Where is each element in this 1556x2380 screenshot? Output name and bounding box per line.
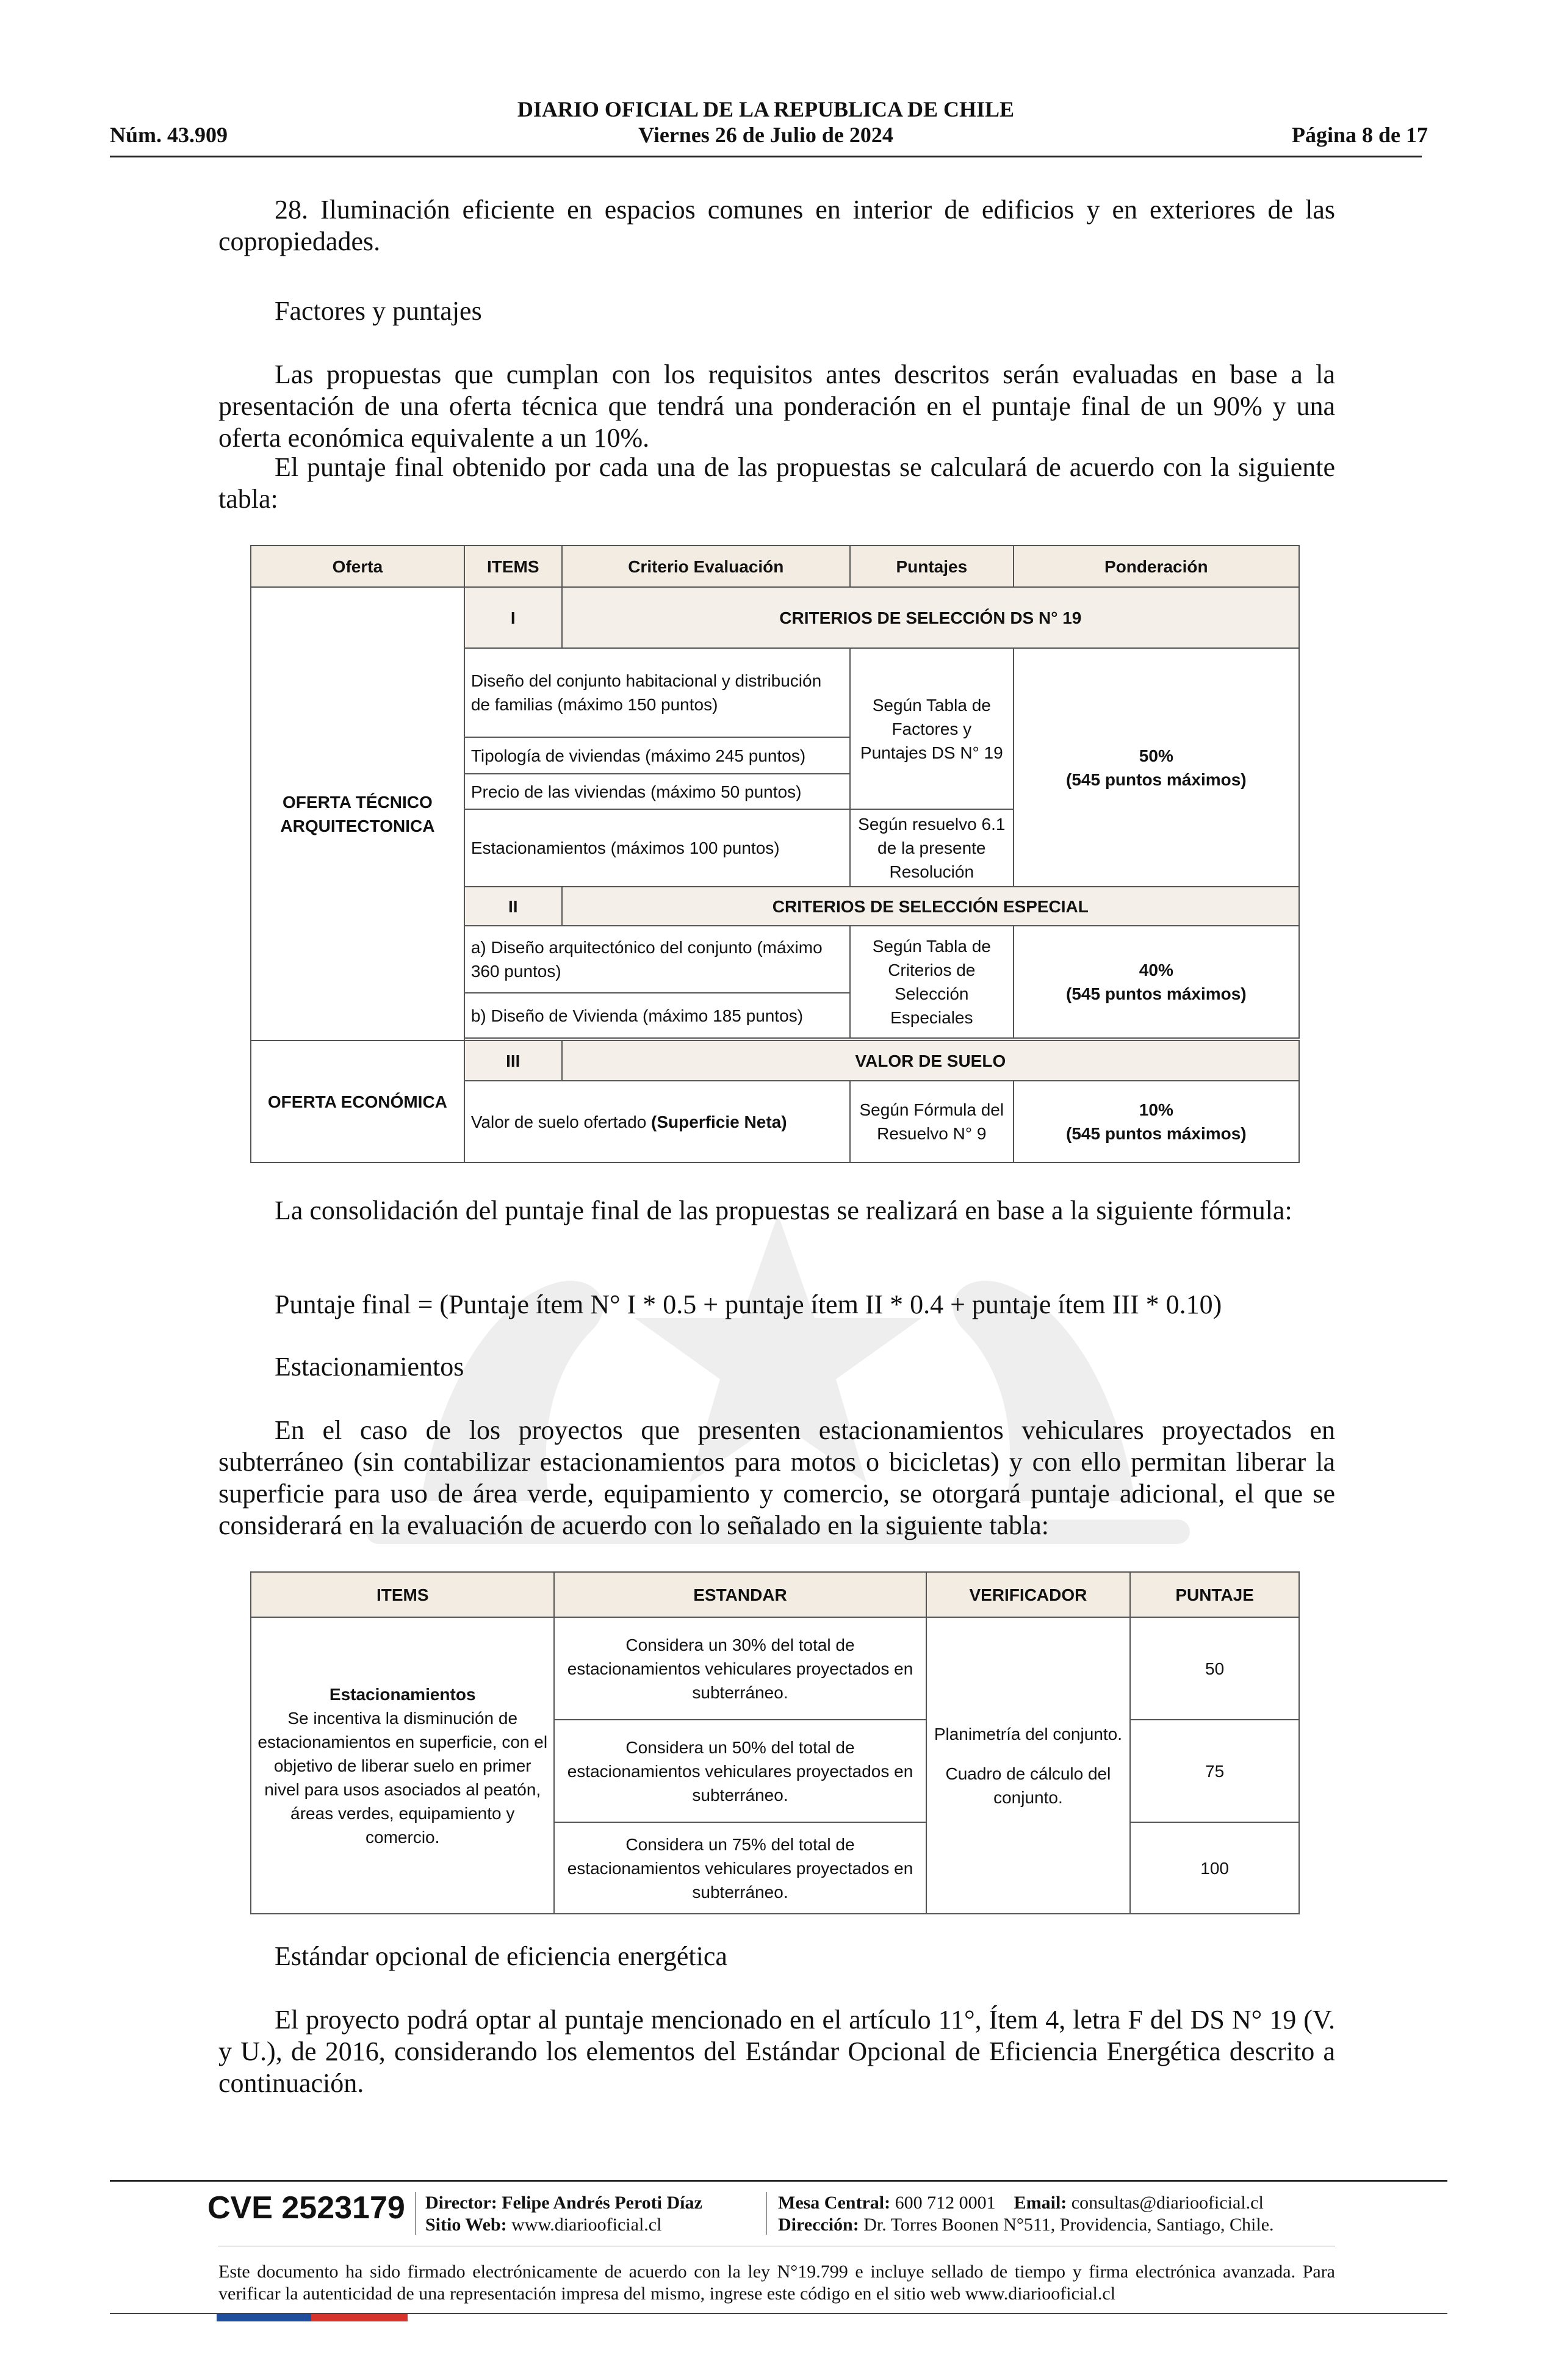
- weight-section-3-percent: 10%: [1139, 1100, 1173, 1119]
- phone-label: Mesa Central:: [778, 2193, 891, 2213]
- standard-75: Considera un 75% del total de estacionamientos vehiculares proyectados en subterráneo.: [554, 1822, 926, 1914]
- factors-heading: Factores y puntajes: [275, 296, 482, 326]
- email-link[interactable]: consultas@diariooficial.cl: [1071, 2193, 1264, 2213]
- score-resolution-9: Según Fórmula del Resuelvo N° 9: [850, 1081, 1014, 1163]
- header-divider: [110, 156, 1422, 157]
- phone-number: 600 712 0001: [895, 2193, 996, 2213]
- criterion-architectural-design: a) Diseño arquitectónico del conjunto (máximo 360 puntos): [464, 926, 850, 993]
- item-28-text: 28. Iluminación eficiente en espacios comunes en interior de edificios y en exteriores de las copropiedades.: [218, 195, 1335, 256]
- criterion-land-value-text: Valor de suelo ofertado: [470, 1112, 652, 1131]
- scoring-table: [250, 545, 1300, 1163]
- offer-technical-label: OFERTA TÉCNICO ARQUITECTONICA: [251, 587, 464, 1040]
- director-name: Felipe Andrés Peroti Díaz: [502, 2193, 702, 2213]
- paragraph-offer-weights: Las propuestas que cumplan con los requisitos antes descritos serán evaluadas en base a la presentación de una oferta técnica que tendrá una ponderación en el puntaje final de un 90% y una oferta económica equivalente a un 10%.: [218, 359, 1335, 453]
- verifier-cell: [926, 1617, 1131, 1914]
- weight-section-3: [1014, 1081, 1299, 1163]
- footer-divider: [110, 2180, 1447, 2182]
- col-header-items: ITEMS: [464, 546, 562, 587]
- criterion-housing-price: Precio de las viviendas (máximo 50 puntos): [464, 774, 850, 809]
- director-label: Director:: [425, 2193, 497, 2213]
- weight-section-2: [1014, 926, 1299, 1038]
- section-2-number: II: [464, 887, 562, 926]
- criterion-land-value-emphasis: (Superficie Neta): [651, 1112, 787, 1131]
- offer-economic-label: OFERTA ECONÓMICA: [251, 1040, 464, 1163]
- address-label: Dirección:: [778, 2215, 859, 2235]
- final-score-formula: Puntaje final = (Puntaje ítem N° I * 0.5 + puntaje ítem II * 0.4 + puntaje ítem III * 0.10): [275, 1289, 1222, 1319]
- paragraph-consolidation: La consolidación del puntaje final de las propuestas se realizará en base a la siguiente fórmula:: [275, 1195, 1292, 1225]
- footer-separator: [766, 2192, 767, 2235]
- col-header-scores: Puntajes: [850, 546, 1014, 587]
- criterion-housing-typology: Tipología de viviendas (máximo 245 puntos): [464, 737, 850, 774]
- criterion-housing-design: Diseño del conjunto habitacional y distribución de familias (máximo 150 puntos): [464, 648, 850, 737]
- section-1-number: I: [464, 587, 562, 648]
- col-header-offer: Oferta: [251, 546, 464, 587]
- section-1-title: CRITERIOS DE SELECCIÓN DS N° 19: [562, 587, 1299, 648]
- col-header-items: ITEMS: [251, 1572, 554, 1617]
- scoring-table-header-row: [251, 546, 1299, 587]
- weight-section-3-max: (545 puntos máximos): [1066, 1124, 1247, 1143]
- email-label: Email:: [1014, 2193, 1067, 2213]
- score-special-criteria: Según Tabla de Criterios de Selección Especiales: [850, 926, 1014, 1038]
- criterion-land-value: [464, 1081, 850, 1163]
- issue-number: Núm. 43.909: [110, 123, 228, 147]
- verifier-planimetry: Planimetría del conjunto.: [934, 1724, 1122, 1744]
- section-3-title: VALOR DE SUELO: [562, 1040, 1299, 1081]
- signature-notice: Este documento ha sido firmado electrónicamente de acuerdo con la ley N°19.799 e incluye sellado de tiempo y firma electrónica avanzada. Para verificar la autenticidad de una representación impresa del mismo, ingrese este código en el sitio web www.diariooficial.cl: [218, 2262, 1335, 2304]
- col-header-weighting: Ponderación: [1014, 546, 1299, 587]
- criterion-parking: Estacionamientos (máximos 100 puntos): [464, 809, 850, 887]
- col-header-verifier: VERIFICADOR: [926, 1572, 1131, 1617]
- issue-date: Viernes 26 de Julio de 2024: [638, 123, 893, 147]
- weight-section-1-max: (545 puntos máximos): [1066, 770, 1247, 789]
- score-table-ds19: Según Tabla de Factores y Puntajes DS N° 19: [850, 648, 1014, 809]
- publication-title: DIARIO OFICIAL DE LA REPUBLICA DE CHILE: [517, 97, 1015, 121]
- weight-section-1: [1014, 648, 1299, 887]
- parking-bonus-table: [250, 1571, 1300, 1914]
- flag-stripe-red: [311, 2314, 408, 2321]
- optional-standard-heading: Estándar opcional de eficiencia energética: [275, 1941, 727, 1971]
- score-resolution-6-1: Según resuelvo 6.1 de la presente Resolución: [850, 809, 1014, 887]
- parking-item-title: Estacionamientos: [329, 1684, 476, 1704]
- parking-table-header-row: [251, 1572, 1299, 1617]
- section-3-number: III: [464, 1040, 562, 1081]
- section-2-title: CRITERIOS DE SELECCIÓN ESPECIAL: [562, 887, 1299, 926]
- parking-item-cell: [251, 1617, 554, 1914]
- paragraph-optional-standard: El proyecto podrá optar al puntaje mencionado en el artículo 11°, Ítem 4, letra F del DS N° 19 (V. y U.), de 2016, considerando los elementos del Estándar Opcional de Eficiencia Energética descrito a continuación.: [218, 2005, 1335, 2098]
- weight-section-2-max: (545 puntos máximos): [1066, 984, 1247, 1003]
- col-header-score: PUNTAJE: [1130, 1572, 1299, 1617]
- verifier-calculation: Cuadro de cálculo del conjunto.: [945, 1764, 1111, 1807]
- parking-heading: Estacionamientos: [275, 1352, 464, 1382]
- standard-30: Considera un 30% del total de estacionamientos vehiculares proyectados en subterráneo.: [554, 1617, 926, 1720]
- col-header-standard: ESTANDAR: [554, 1572, 926, 1617]
- page-number: Página 8 de 17: [1291, 123, 1428, 147]
- flag-stripe-blue: [217, 2314, 311, 2321]
- address-text: Dr. Torres Boonen N°511, Providencia, Santiago, Chile.: [863, 2215, 1274, 2235]
- parking-item-description: Se incentiva la disminución de estacionamientos en superficie, con el objetivo de liberar suelo en primer nivel para usos asociados al peatón, áreas verdes, equipamiento y comercio.: [258, 1708, 548, 1847]
- standard-50: Considera un 50% del total de estacionamientos vehiculares proyectados en subterráneo.: [554, 1720, 926, 1822]
- footer-separator: [415, 2192, 416, 2235]
- score-75: 75: [1130, 1720, 1299, 1822]
- col-header-criterion: Criterio Evaluación: [562, 546, 850, 587]
- weight-section-1-percent: 50%: [1139, 746, 1173, 765]
- footer-director-block: [425, 2192, 702, 2236]
- footer-contact-block: [778, 2192, 1274, 2236]
- website-link[interactable]: www.diariooficial.cl: [511, 2215, 662, 2235]
- paragraph-table-intro: El puntaje final obtenido por cada una de las propuestas se calculará de acuerdo con la siguiente tabla:: [218, 452, 1335, 514]
- weight-section-2-percent: 40%: [1139, 961, 1173, 979]
- table-row: [251, 1617, 1299, 1720]
- criterion-dwelling-design: b) Diseño de Vivienda (máximo 185 puntos): [464, 993, 850, 1038]
- score-50: 50: [1130, 1617, 1299, 1720]
- score-100: 100: [1130, 1822, 1299, 1914]
- cve-code: CVE 2523179: [207, 2190, 405, 2226]
- website-label: Sitio Web:: [425, 2215, 507, 2235]
- paragraph-parking: En el caso de los proyectos que presenten estacionamientos vehiculares proyectados en subterráneo (sin contabilizar estacionamientos para motos o bicicletas) y con ello permitan liberar la superficie para uso de área verde, equipamiento y comercio, se otorgará puntaje adicional, el que se considerará en la evaluación de acuerdo con lo señalado en la siguiente tabla:: [218, 1415, 1335, 1540]
